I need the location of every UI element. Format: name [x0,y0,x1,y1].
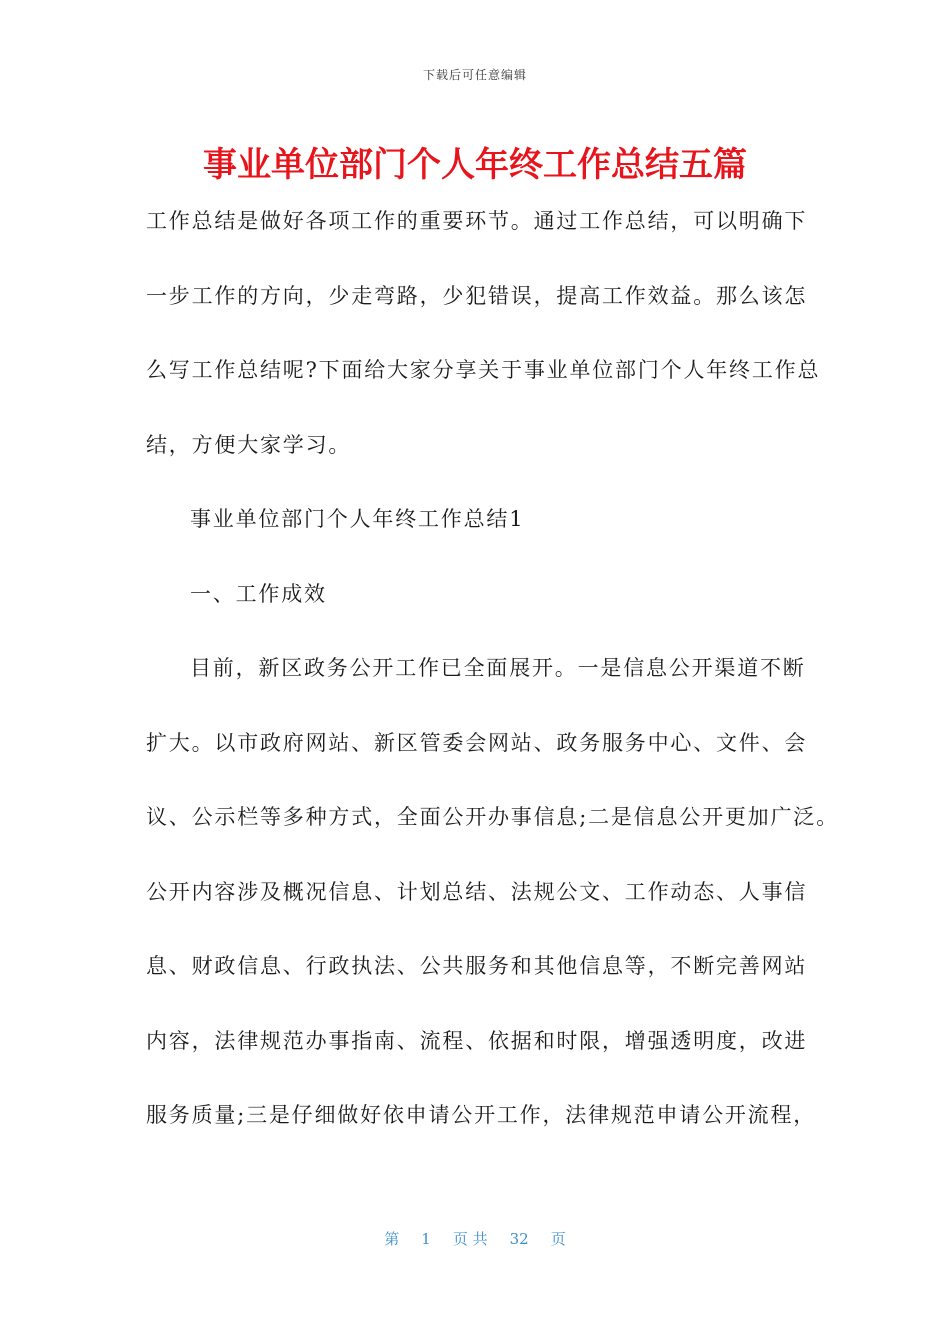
footer-total-pages: 32 [509,1230,529,1248]
footer-current-page: 1 [421,1230,431,1248]
section-heading: 事业单位部门个人年终工作总结1 [190,507,525,531]
paragraph-line: 工作总结是做好各项工作的重要环节。通过工作总结，可以明确下 [146,209,808,233]
document-title: 事业单位部门个人年终工作总结五篇 [203,145,747,185]
paragraph-line: 内容，法律规范办事指南、流程、依据和时限，增强透明度，改进 [146,1029,808,1053]
footer-suffix: 页 [550,1230,566,1248]
footer-middle: 页 共 [452,1230,488,1248]
paragraph-line: 议、公示栏等多种方式，全面公开办事信息;二是信息公开更加广泛。 [146,805,839,829]
paragraph-line: 息、财政信息、行政执法、公共服务和其他信息等，不断完善网站 [146,954,808,978]
paragraph-line: 公开内容涉及概况信息、计划总结、法规公文、工作动态、人事信 [146,880,808,904]
paragraph-line: 目前，新区政务公开工作已全面展开。一是信息公开渠道不断 [190,656,806,680]
paragraph-line: 扩大。以市政府网站、新区管委会网站、政务服务中心、文件、会 [146,731,808,755]
page-footer [0,1228,950,1249]
subsection-heading: 一、工作成效 [190,582,327,606]
paragraph-line: 服务质量;三是仔细做好依申请公开工作，法律规范申请公开流程， [146,1103,817,1127]
paragraph-line: 结，方便大家学习。 [146,433,352,457]
page-header-note: 下载后可任意编辑 [422,68,527,82]
paragraph-line: 一步工作的方向，少走弯路，少犯错误，提高工作效益。那么该怎 [146,284,808,308]
paragraph-line: 么写工作总结呢?下面给大家分享关于事业单位部门个人年终工作总 [146,358,821,382]
footer-prefix: 第 [384,1230,400,1248]
